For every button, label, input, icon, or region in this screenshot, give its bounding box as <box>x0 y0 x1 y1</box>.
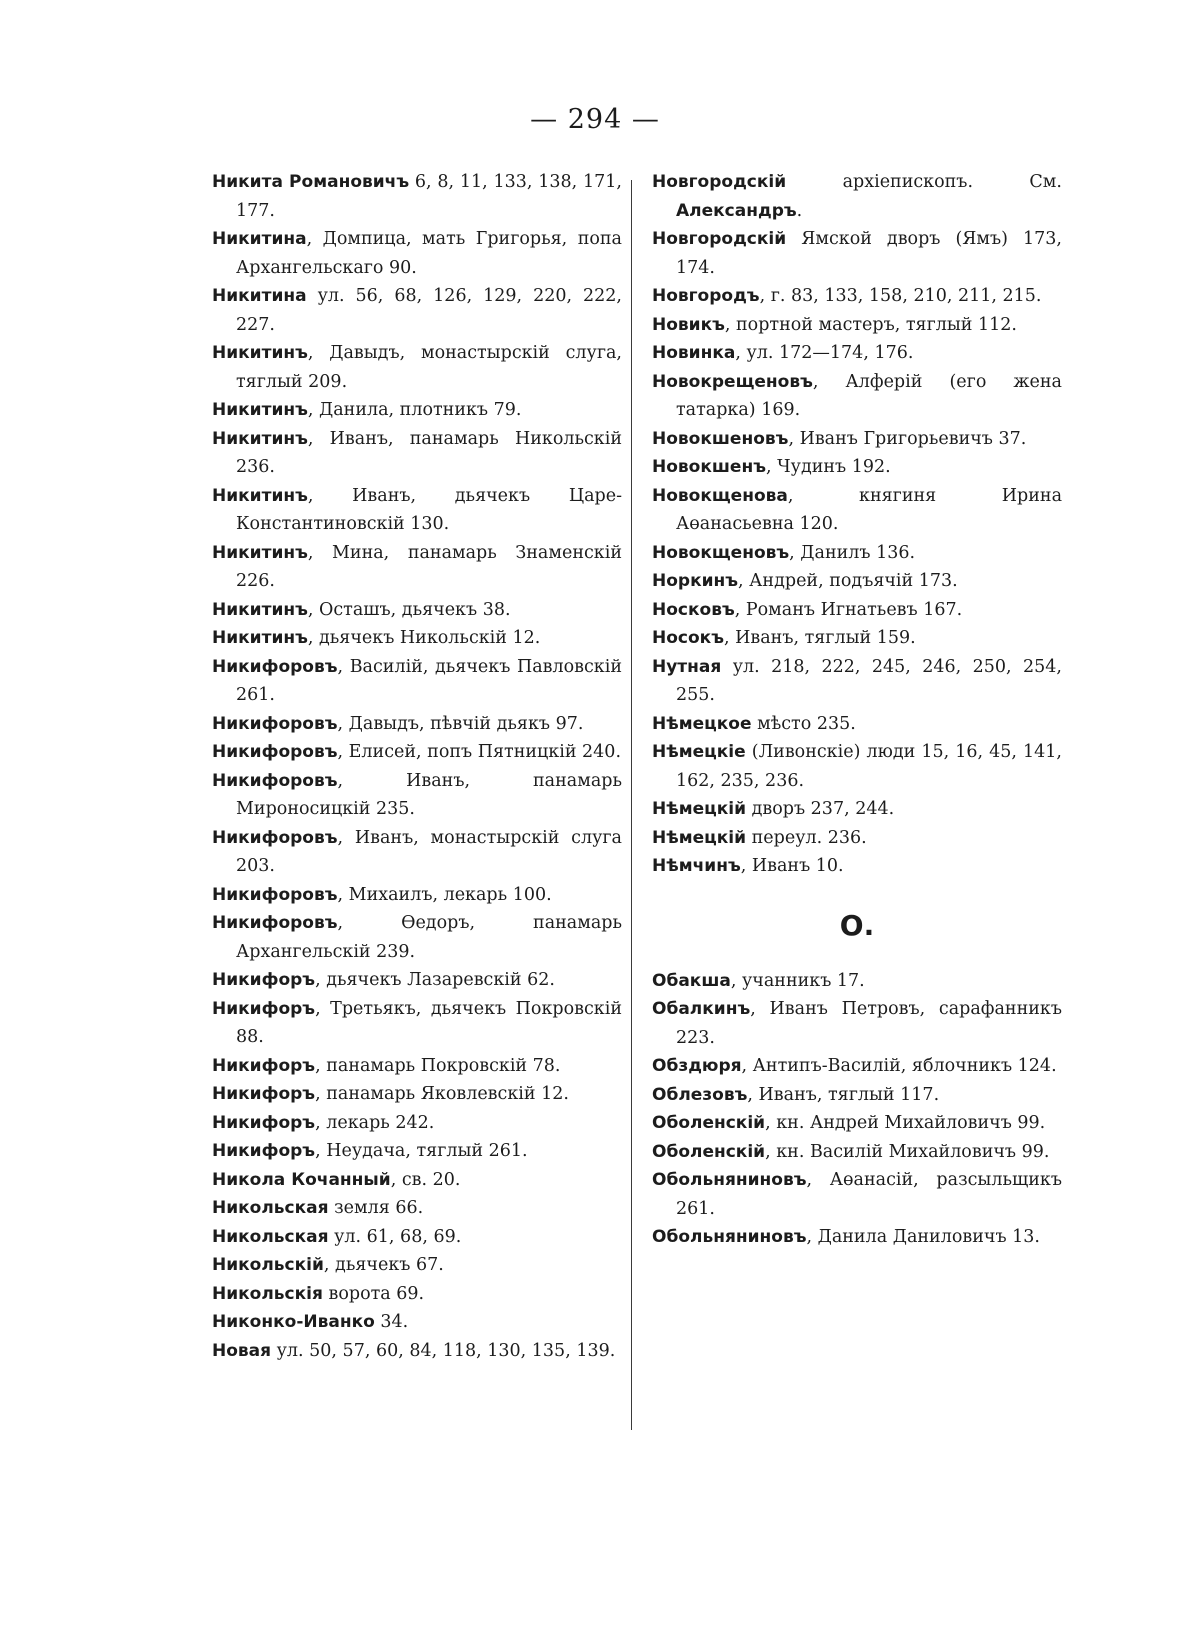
entry-headword: Никитинъ <box>212 628 308 648</box>
index-entry <box>212 881 622 910</box>
entry-headword: Новгородскій <box>652 229 787 249</box>
index-entry <box>212 396 622 425</box>
entry-text: земля 66. <box>328 1198 424 1218</box>
index-entry <box>212 225 622 282</box>
index-entry <box>212 909 622 966</box>
entry-headword: Обалкинъ <box>652 999 751 1019</box>
index-entry <box>212 1280 622 1309</box>
entry-headword: Александръ <box>676 200 797 221</box>
entry-text: 6, 8, 11, 133, 138, 171, 177. <box>236 172 622 221</box>
entry-headword: Никольская <box>212 1198 329 1218</box>
entry-text: 34. <box>374 1312 409 1332</box>
entry-text: , дьячекъ 67. <box>323 1255 444 1275</box>
entry-headword: Новокщеновъ <box>652 542 790 563</box>
entry-text: , Елисей, попъ Пятницкій 240. <box>337 742 622 762</box>
entry-text: дворъ 237, 244. <box>746 799 895 819</box>
entry-text: , Неудача, тяглый 261. <box>315 1141 528 1161</box>
index-entry <box>212 824 622 881</box>
index-entry <box>212 1308 622 1337</box>
entry-headword: Никитинъ <box>212 599 308 620</box>
entry-headword: Новокшеновъ <box>652 428 789 449</box>
entry-headword: Никонко-Иванко <box>212 1312 375 1332</box>
index-entry <box>212 168 622 225</box>
entry-text: ул. 61, 68, 69. <box>328 1226 462 1247</box>
index-entry <box>652 1109 1062 1138</box>
index-entry <box>652 824 1062 853</box>
index-entry <box>652 738 1062 795</box>
entry-headword: Носковъ <box>652 599 735 620</box>
entry-text: ул. 56, 68, 126, 129, 220, 222, 227. <box>236 286 622 335</box>
entry-text: , Иванъ, панамарь Никольскій 236. <box>236 428 622 477</box>
index-entry <box>212 1109 622 1138</box>
entry-text: , Иванъ, тяглый 159. <box>723 628 916 648</box>
entry-headword: Никифоровъ <box>212 770 338 791</box>
entry-text: , Чудинъ 192. <box>766 457 891 477</box>
entry-headword: Никольская <box>212 1226 329 1247</box>
entry-headword: Новокрещеновъ <box>652 371 813 392</box>
index-entry <box>212 1080 622 1109</box>
entry-headword: Никитина <box>212 286 307 306</box>
entry-text: ул. 218, 222, 245, 246, 250, 254, 255. <box>676 656 1062 705</box>
entry-headword: Никифоровъ <box>212 913 338 933</box>
entry-headword: Никитина <box>212 229 307 249</box>
index-entry <box>652 852 1062 881</box>
entry-headword: Никольскій <box>212 1255 324 1275</box>
index-entry <box>212 1337 622 1366</box>
index-entry <box>652 596 1062 625</box>
index-entry <box>652 710 1062 739</box>
entry-text: , Аөанасій, разсыльщикъ 261. <box>676 1170 1062 1219</box>
index-entry <box>212 624 622 653</box>
entry-headword: Никифоръ <box>212 1141 316 1161</box>
index-entry <box>212 767 622 824</box>
index-entry <box>652 168 1062 225</box>
index-entry <box>212 966 622 995</box>
entry-headword: Нѣмецкій <box>652 827 747 848</box>
entry-headword: Никифоръ <box>212 970 316 990</box>
index-entry <box>212 282 622 339</box>
entry-text: ул. 50, 57, 60, 84, 118, 130, 135, 139. <box>271 1340 616 1361</box>
index-entry <box>652 1052 1062 1081</box>
entry-headword: Никифоръ <box>212 998 316 1019</box>
entry-headword: Никола Кочанный <box>212 1169 391 1190</box>
entry-text: , Иванъ, дьячекъ Царе-Константиновскій 130. <box>236 485 622 534</box>
entry-text: , Третьякъ, дьячекъ Покровскій 88. <box>236 998 622 1047</box>
entry-text: , Антипъ-Василій, яблочникъ 124. <box>741 1056 1057 1076</box>
entry-text: , Давыдъ, монастырскій слуга, тяглый 209. <box>236 343 622 392</box>
index-entry <box>652 795 1062 824</box>
entry-headword: Обольняниновъ <box>652 1227 807 1247</box>
entry-text: , Алферій (его жена татарка) 169. <box>676 371 1062 420</box>
entry-headword: Никифоровъ <box>212 827 338 848</box>
entry-headword: Обольняниновъ <box>652 1170 807 1190</box>
index-entry <box>212 1052 622 1081</box>
entry-text: , Иванъ, тяглый 117. <box>747 1084 940 1105</box>
index-entry <box>212 339 622 396</box>
index-entry <box>652 225 1062 282</box>
index-entry <box>652 368 1062 425</box>
entry-headword: Нѣмецкій <box>652 799 747 819</box>
entry-headword: Новокшенъ <box>652 457 766 477</box>
page-number: — 294 — <box>530 104 660 135</box>
index-entry <box>212 653 622 710</box>
entry-text: , Данила, плотникъ 79. <box>307 400 522 420</box>
entry-text: , Данила Даниловичъ 13. <box>806 1227 1040 1247</box>
entry-headword: Никифоровъ <box>212 742 338 762</box>
entry-headword: Никитинъ <box>212 343 308 363</box>
entry-headword: Никифоровъ <box>212 656 338 677</box>
entry-text: , Данилъ 136. <box>789 542 916 563</box>
index-column-right <box>652 168 1062 1252</box>
index-entry <box>212 738 622 767</box>
entry-text: , Михаилъ, лекарь 100. <box>337 884 552 905</box>
entry-text: , Давыдъ, пѣвчій дьякъ 97. <box>337 713 584 734</box>
index-entry <box>212 425 622 482</box>
entry-text: , св. 20. <box>390 1169 461 1190</box>
entry-text: , Мина, панамарь Знаменскій 226. <box>236 542 622 591</box>
entry-headword: Никитинъ <box>212 542 308 563</box>
index-entry <box>652 1081 1062 1110</box>
entry-text: . <box>796 200 803 221</box>
entry-headword: Никита Романовичъ <box>212 172 410 192</box>
entry-text: , учанникъ 17. <box>730 970 865 991</box>
entry-headword: Нѣмецкіе <box>652 742 746 762</box>
index-entry <box>212 482 622 539</box>
entry-headword: Никифоровъ <box>212 713 338 734</box>
entry-text: , кн. Василій Михайловичъ 99. <box>765 1141 1050 1162</box>
entry-text: архіепископъ. См. <box>786 172 1062 192</box>
entry-headword: Обздюря <box>652 1056 742 1076</box>
entry-text: мѣсто 235. <box>751 713 856 734</box>
entry-text: переул. 236. <box>746 827 867 848</box>
index-entries-o <box>652 967 1062 1252</box>
entry-text: , портной мастеръ, тяглый 112. <box>724 314 1017 335</box>
index-entry <box>652 1138 1062 1167</box>
entry-headword: Нѣмчинъ <box>652 856 741 876</box>
index-entry <box>652 653 1062 710</box>
entry-headword: Нѣмецкое <box>652 713 752 734</box>
entry-headword: Оболенскій <box>652 1141 766 1162</box>
entry-headword: Облезовъ <box>652 1084 748 1105</box>
entry-text: , Домпица, мать Григорья, попа Архангельскаго 90. <box>236 229 622 278</box>
entry-text: , Иванъ Григорьевичъ 37. <box>788 428 1027 449</box>
entry-headword: Никитинъ <box>212 400 308 420</box>
index-entry <box>212 1137 622 1166</box>
entry-headword: Никитинъ <box>212 428 308 449</box>
entry-text: , лекарь 242. <box>315 1112 435 1133</box>
entry-text: , г. 83, 133, 158, 210, 211, 215. <box>759 286 1042 306</box>
entry-text: , дьячекъ Лазаревскій 62. <box>315 970 555 990</box>
entry-text: , Иванъ, монастырскій слуга 203. <box>236 827 622 876</box>
index-entry <box>652 482 1062 539</box>
section-letter-heading: О. <box>839 908 875 942</box>
entry-headword: Новикъ <box>652 314 725 335</box>
index-column-left <box>212 168 622 1365</box>
entry-text: ворота 69. <box>322 1283 425 1304</box>
entry-headword: Носокъ <box>652 628 724 648</box>
entry-text: , Осташъ, дьячекъ 38. <box>307 599 511 620</box>
index-entry <box>212 1251 622 1280</box>
index-entry <box>212 1223 622 1252</box>
index-entry <box>212 539 622 596</box>
index-entry <box>652 453 1062 482</box>
entry-headword: Новокщенова <box>652 485 788 506</box>
entry-headword: Новгородъ <box>652 286 760 306</box>
index-entries-n <box>652 168 1062 881</box>
entry-headword: Обакша <box>652 970 731 991</box>
index-entry <box>652 282 1062 311</box>
entry-text: , Иванъ, панамарь Мироносицкій 235. <box>236 770 622 819</box>
index-entry <box>652 967 1062 996</box>
index-entry <box>652 995 1062 1052</box>
entry-text: , кн. Андрей Михайловичъ 99. <box>765 1113 1046 1133</box>
entry-headword: Новая <box>212 1340 272 1361</box>
entry-text: , дьячекъ Никольскій 12. <box>307 628 541 648</box>
column-divider <box>631 180 632 1430</box>
entry-text: , панамарь Яковлевскій 12. <box>315 1084 569 1104</box>
entry-text: , княгиня Ирина Аөанасьевна 120. <box>676 485 1062 534</box>
entry-headword: Никольскія <box>212 1283 323 1304</box>
entry-headword: Новгородскій <box>652 172 787 192</box>
entry-text: , Андрей, подъячій 173. <box>738 571 958 591</box>
entry-headword: Никитинъ <box>212 485 308 506</box>
index-entry <box>212 710 622 739</box>
entry-headword: Нутная <box>652 656 722 677</box>
entry-headword: Никифоровъ <box>212 884 338 905</box>
entry-headword: Оболенскій <box>652 1113 766 1133</box>
index-entry <box>212 596 622 625</box>
entry-text: , панамарь Покровскій 78. <box>315 1055 561 1076</box>
index-entry <box>652 339 1062 368</box>
index-entry <box>652 1166 1062 1223</box>
entry-text: (Ливонскіе) люди 15, 16, 45, 141, 162, 235, 236. <box>676 742 1062 791</box>
entry-headword: Новинка <box>652 343 736 363</box>
index-entry <box>212 995 622 1052</box>
entry-headword: Норкинъ <box>652 571 739 591</box>
entry-text: , Иванъ Петровъ, сарафанникъ 223. <box>676 999 1062 1048</box>
entry-headword: Никифоръ <box>212 1084 316 1104</box>
entry-text: , ул. 172—174, 176. <box>735 343 914 363</box>
entry-headword: Никифоръ <box>212 1055 316 1076</box>
index-entry <box>652 425 1062 454</box>
entry-text: , Өедоръ, панамарь Архангельскій 239. <box>236 913 622 962</box>
entry-text: , Иванъ 10. <box>740 856 844 876</box>
index-entry <box>652 624 1062 653</box>
entry-headword: Никифоръ <box>212 1112 316 1133</box>
entry-text: , Романъ Игнатьевъ 167. <box>734 599 963 620</box>
entry-text: , Василій, дьячекъ Павловскій 261. <box>236 656 622 705</box>
entry-text: Ямской дворъ (Ямъ) 173, 174. <box>676 229 1062 278</box>
index-entry <box>212 1166 622 1195</box>
index-entry <box>212 1194 622 1223</box>
index-entry <box>652 567 1062 596</box>
index-entry <box>652 311 1062 340</box>
index-entry <box>652 539 1062 568</box>
index-entry <box>652 1223 1062 1252</box>
